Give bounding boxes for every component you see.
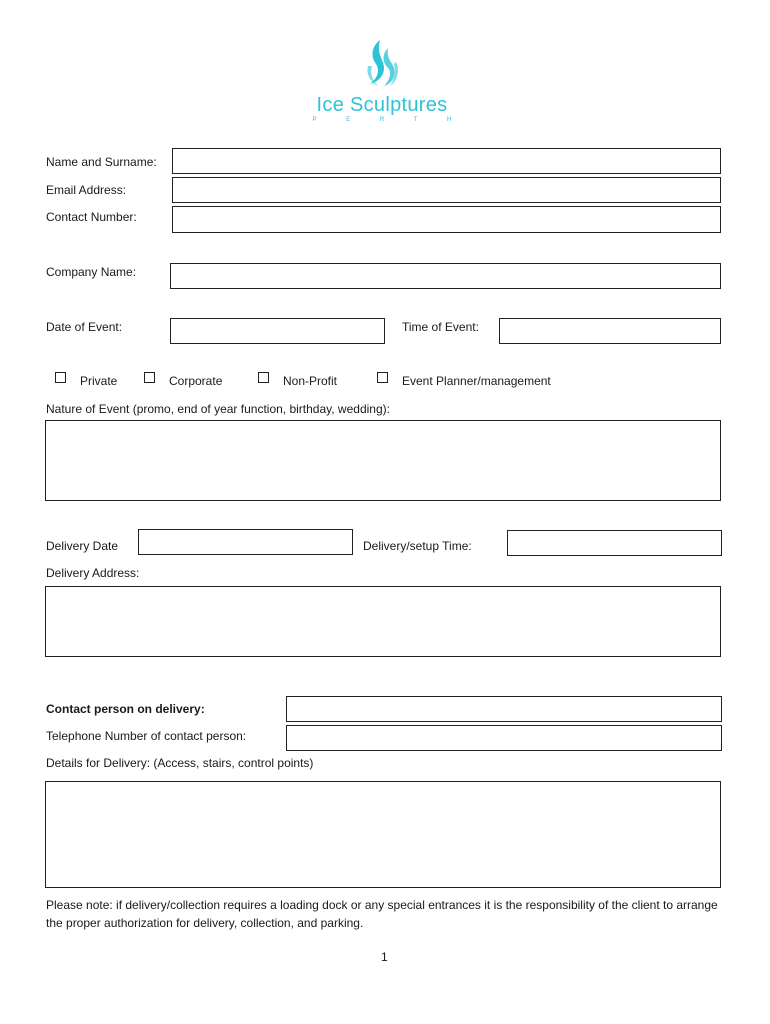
delivery-address-label: Delivery Address:	[46, 566, 140, 580]
contact-person-label: Contact person on delivery:	[46, 702, 205, 716]
name-label: Name and Surname:	[46, 155, 157, 169]
email-label: Email Address:	[46, 183, 127, 197]
company-label: Company Name:	[46, 265, 137, 279]
company-field[interactable]	[170, 263, 721, 289]
private-label: Private	[80, 374, 118, 388]
nature-label: Nature of Event (promo, end of year function, birthday, wedding):	[46, 402, 390, 416]
delivery-date-field[interactable]	[138, 529, 353, 555]
nature-textarea[interactable]	[45, 420, 721, 501]
event-planner-checkbox[interactable]	[377, 372, 388, 383]
contact-number-field[interactable]	[172, 206, 721, 233]
brand-sub: P E R T H	[312, 117, 466, 123]
event-planner-label: Event Planner/management	[402, 374, 551, 388]
non-profit-checkbox[interactable]	[258, 372, 269, 383]
delivery-address-textarea[interactable]	[45, 586, 721, 657]
contact-phone-label: Telephone Number of contact person:	[46, 729, 247, 743]
swan-icon	[358, 36, 406, 92]
delivery-date-label: Delivery Date	[46, 539, 119, 553]
event-time-label: Time of Event:	[402, 320, 479, 334]
page-number: 1	[381, 950, 388, 964]
delivery-note: Please note: if delivery/collection requires a loading dock or any special entrances it is the responsibility of the client to arrange the proper authorization for delivery, collection, and parking.	[46, 898, 718, 930]
corporate-checkbox[interactable]	[144, 372, 155, 383]
delivery-time-label: Delivery/setup Time:	[363, 539, 472, 553]
contact-number-label: Contact Number:	[46, 210, 137, 224]
logo	[282, 36, 482, 126]
delivery-details-label: Details for Delivery: (Access, stairs, control points)	[46, 756, 314, 770]
brand-name: Ice Sculptures	[316, 94, 448, 116]
private-checkbox[interactable]	[55, 372, 66, 383]
email-field[interactable]	[172, 177, 721, 203]
name-field[interactable]	[172, 148, 721, 174]
event-date-label: Date of Event:	[46, 320, 123, 334]
contact-person-field[interactable]	[286, 696, 722, 722]
corporate-label: Corporate	[169, 374, 223, 388]
delivery-details-textarea[interactable]	[45, 781, 721, 888]
delivery-time-field[interactable]	[507, 530, 722, 556]
event-date-field[interactable]	[170, 318, 385, 344]
contact-phone-field[interactable]	[286, 725, 722, 751]
event-time-field[interactable]	[499, 318, 721, 344]
non-profit-label: Non-Profit	[283, 374, 338, 388]
